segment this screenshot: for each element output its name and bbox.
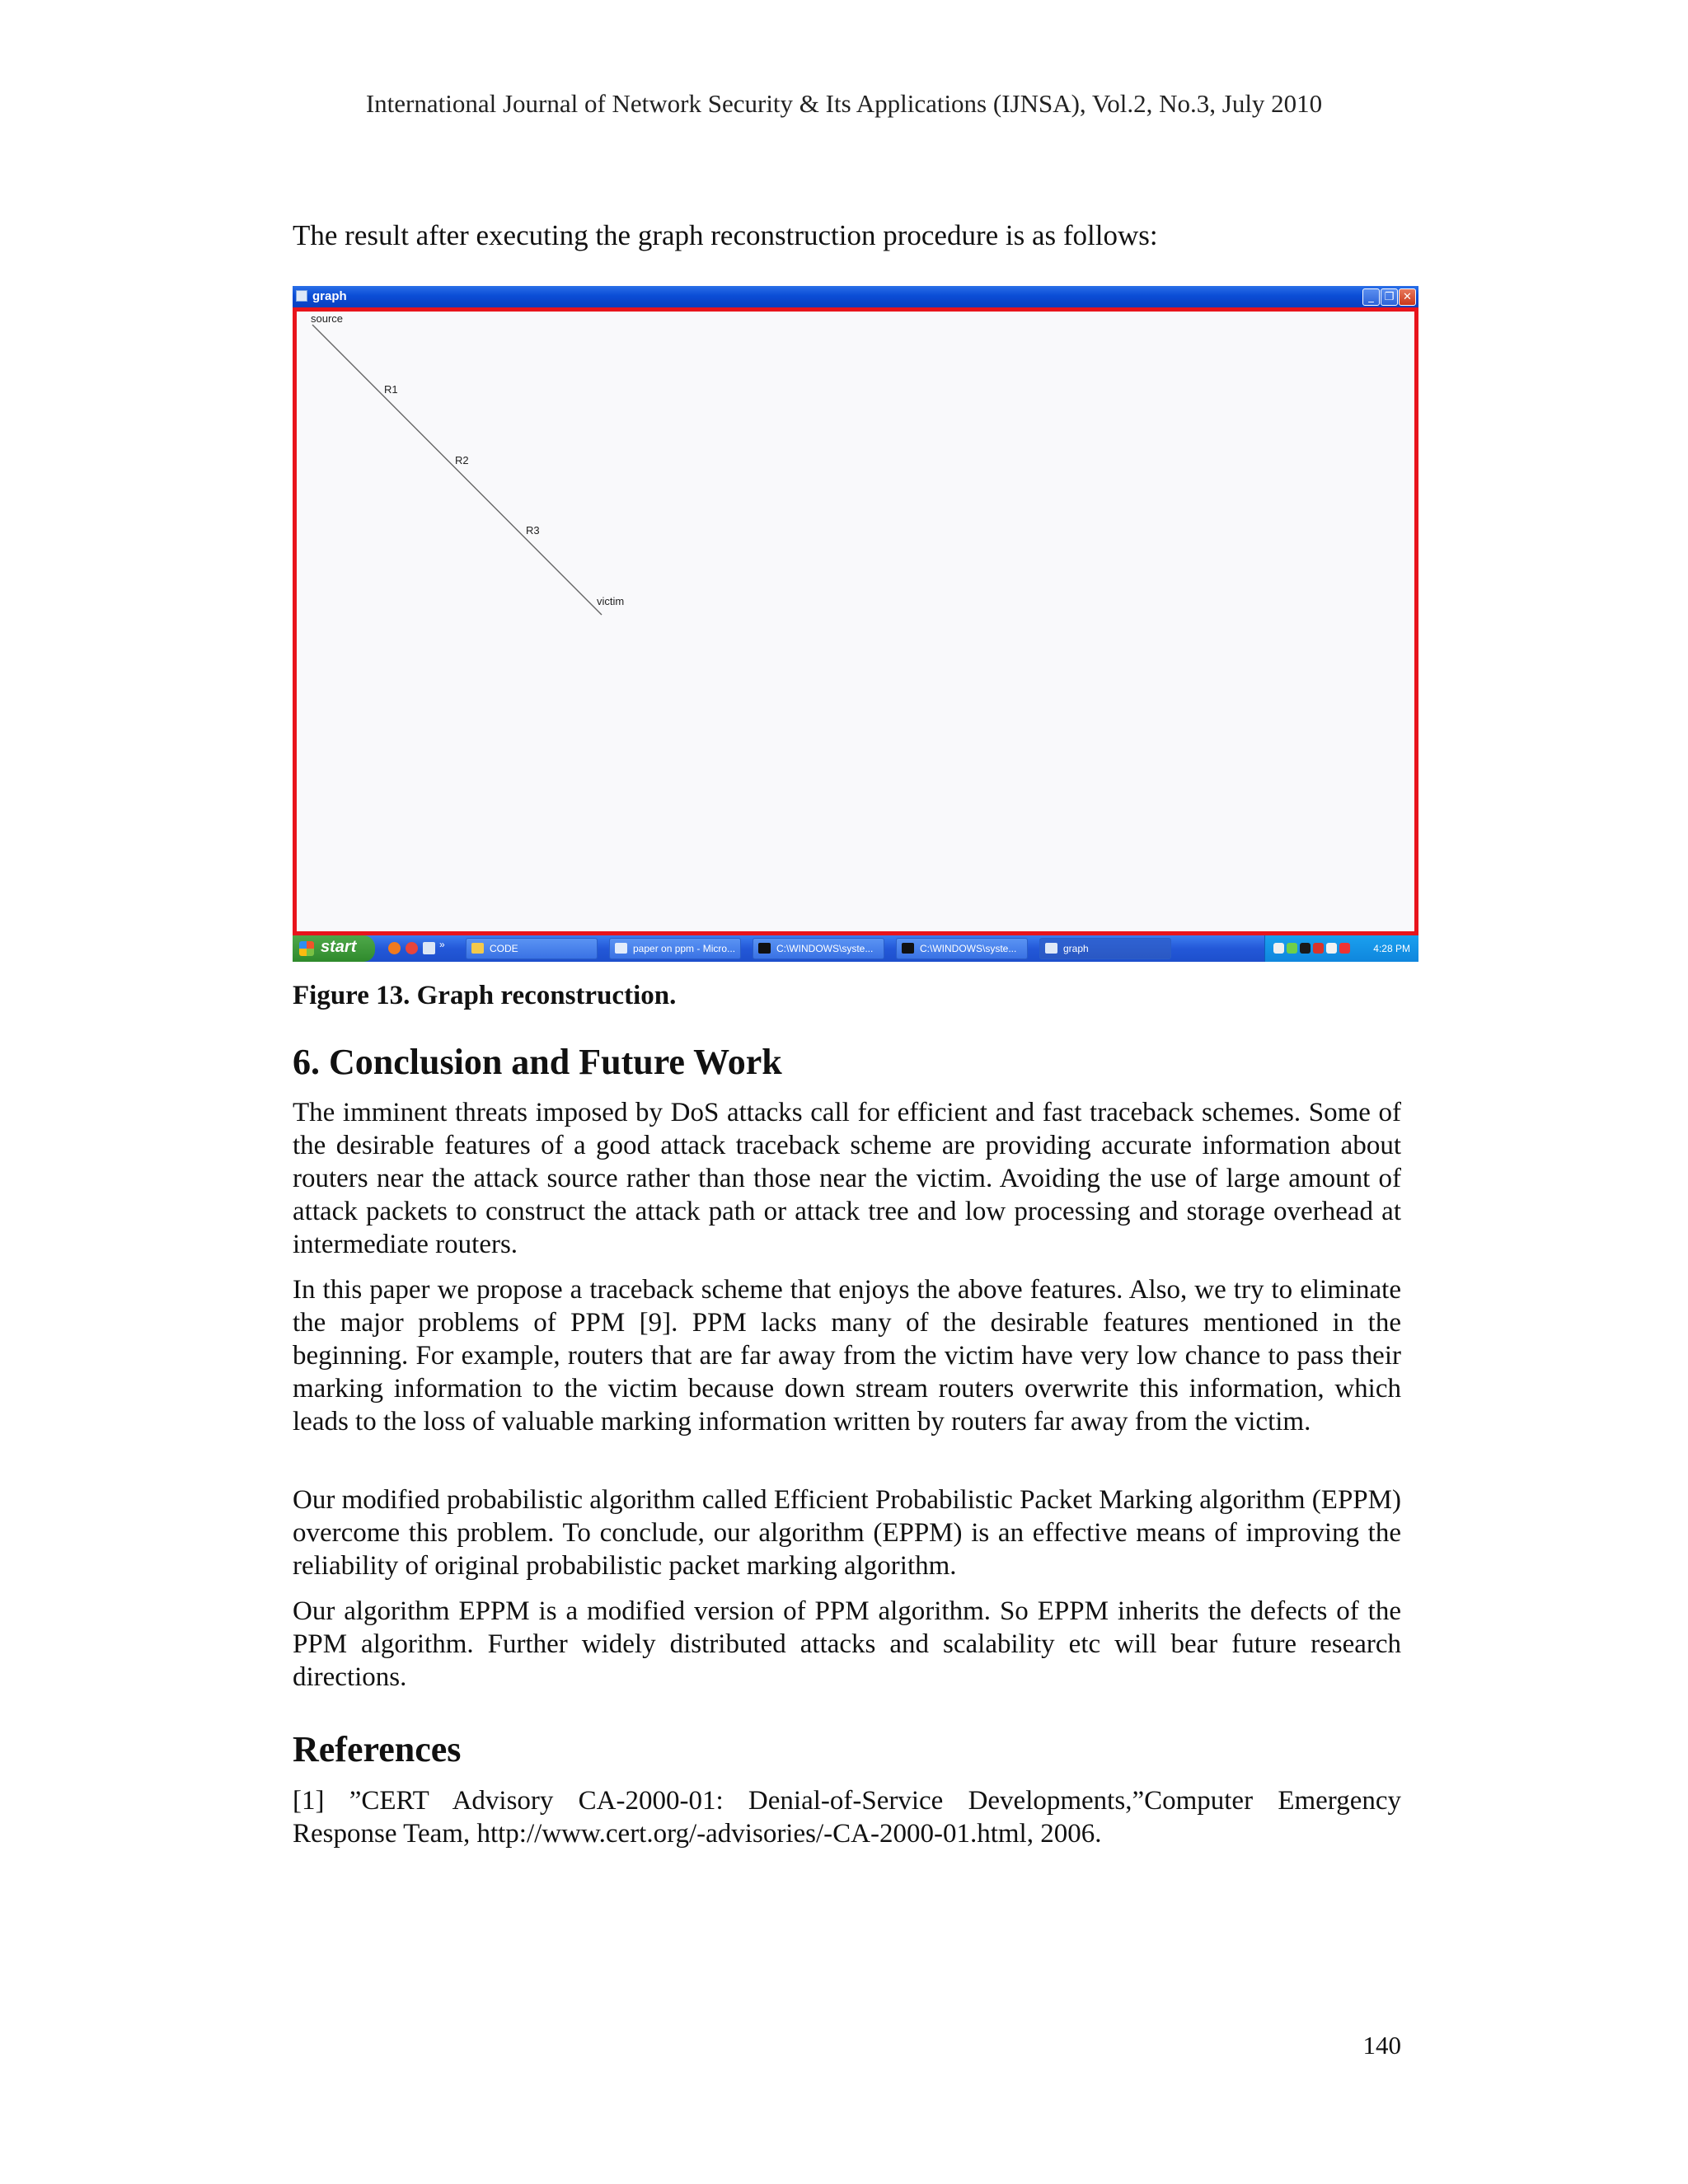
paragraph-4: Our algorithm EPPM is a modified version of PPM algorithm. So EPPM inherits the defects of the PPM algorithm. Further widely distributed attacks and scalability etc will bear future research directions. xyxy=(293,1596,1401,1692)
task-button-cmd-1[interactable] xyxy=(753,938,884,959)
references-heading: References xyxy=(293,1729,462,1769)
page-number: 140 xyxy=(1362,2031,1401,2060)
start-button[interactable] xyxy=(293,935,375,962)
word-document-icon xyxy=(615,943,627,954)
intro-sentence: The result after executing the graph reconstruction procedure is as follows: xyxy=(293,219,1158,251)
window-title: graph xyxy=(312,289,347,303)
task-button-cmd-2[interactable] xyxy=(896,938,1028,959)
paragraph-2: In this paper we propose a traceback scheme that enjoys the above features. Also, we try to eliminate the major problems of PPM [9]. PPM lacks many of the desirable features mentioned in the beginning. For example, routers that are far away from the victim have very low chance to pass their marking information to the victim because down stream routers overwrite this information, which leads to the loss of valuable marking information written by routers far away from the victim. xyxy=(293,1275,1401,1436)
close-icon[interactable]: ✕ xyxy=(1399,288,1416,306)
browser-icon[interactable] xyxy=(406,942,418,954)
java-app-icon xyxy=(296,290,307,302)
console-icon xyxy=(758,943,771,954)
minimize-icon[interactable]: _ xyxy=(1362,288,1380,306)
tray-monitor-icon[interactable] xyxy=(1300,943,1311,954)
system-tray xyxy=(1264,935,1418,962)
firefox-icon[interactable] xyxy=(388,942,401,954)
tray-network-icon[interactable] xyxy=(1287,943,1297,954)
quicklaunch-chevron[interactable]: » xyxy=(439,939,445,950)
journal-header: International Journal of Network Security & Its Applications (IJNSA), Vol.2, No.3, July 2010 xyxy=(365,89,1323,118)
node-source: source xyxy=(311,312,344,325)
task-label: CODE xyxy=(490,943,518,954)
tray-security-icon[interactable] xyxy=(1326,943,1337,954)
paragraph-3: Our modified probabilistic algorithm called Efficient Probabilistic Packet Marking algorithm (EPPM) overcome this problem. To conclude, our algorithm (EPPM) is an effective means of improving the reliability of original probabilistic packet marking algorithm. xyxy=(293,1485,1401,1581)
task-label: graph xyxy=(1063,943,1089,954)
figure-caption: Figure 13. Graph reconstruction. xyxy=(293,981,677,1010)
start-label: start xyxy=(321,938,357,956)
tray-tool-icon[interactable] xyxy=(1273,943,1284,954)
task-button-code[interactable] xyxy=(466,938,598,959)
windows-logo-icon xyxy=(299,941,314,956)
window-titlebar xyxy=(293,286,1418,307)
windows-taskbar xyxy=(293,935,1418,962)
node-r1: R1 xyxy=(384,383,398,396)
node-r3: R3 xyxy=(526,524,540,537)
restore-icon[interactable]: ❐ xyxy=(1381,288,1398,306)
paragraph-1: The imminent threats imposed by DoS attacks call for efficient and fast traceback schemes. Some of the desirable features of a good attack traceback scheme are providing accurate information about routers near the attack source rather than those near the victim. Avoiding the use of large amount of attack packets to construct the attack path or attack tree and low processing and storage overhead at intermediate routers. xyxy=(293,1098,1401,1259)
graph-drawing xyxy=(297,312,1414,931)
graph-canvas xyxy=(293,307,1418,935)
task-label: C:\WINDOWS\syste... xyxy=(920,943,1017,954)
tray-alert-icon[interactable] xyxy=(1339,943,1350,954)
node-victim: victim xyxy=(597,595,625,607)
task-button-word[interactable] xyxy=(609,938,741,959)
console-icon xyxy=(902,943,914,954)
graph-window-screenshot xyxy=(293,286,1418,962)
tray-antivirus-icon[interactable] xyxy=(1313,943,1324,954)
desktop-icon[interactable] xyxy=(423,942,435,954)
section-heading: 6. Conclusion and Future Work xyxy=(293,1042,782,1082)
reference-1: [1] ”CERT Advisory CA-2000-01: Denial-of-Service Developments,”Computer Emergency Response Team, http://www.cert.org/-advisories/-CA-2000-01.html, 2006. xyxy=(293,1786,1401,1849)
task-label: C:\WINDOWS\syste... xyxy=(776,943,874,954)
java-app-icon xyxy=(1045,943,1057,954)
node-r2: R2 xyxy=(455,454,469,466)
path-edge xyxy=(312,325,602,615)
folder-icon xyxy=(471,943,484,954)
taskbar-clock: 4:28 PM xyxy=(1373,943,1410,954)
task-label: paper on ppm - Micro... xyxy=(633,943,736,954)
task-button-graph[interactable] xyxy=(1039,938,1171,959)
